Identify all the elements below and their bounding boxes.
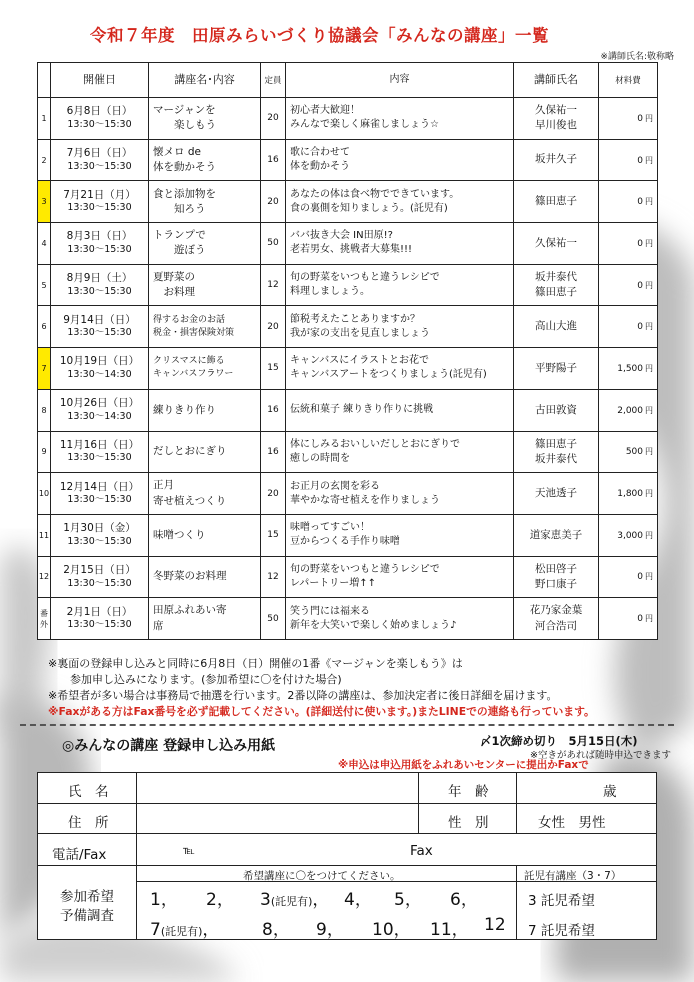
content-line: 旬の野菜をいつもと違うレシピで xyxy=(290,563,440,575)
note-line: ※裏面の登録申し込みと同時に6月8日（日）開催の1番《マージャンを楽しもう》は xyxy=(48,657,463,670)
time-text: 13:30～15:30 xyxy=(67,244,132,256)
date-text: 8月3日（日） xyxy=(66,230,133,243)
choice-10[interactable]: 10， xyxy=(372,920,411,940)
fee-cell xyxy=(599,431,658,473)
deadline: 〆1次締め切り 5月15日(木) xyxy=(480,734,638,748)
content-cell xyxy=(286,264,514,306)
course-name-line: 冬野菜のお料理 xyxy=(153,570,227,583)
content-cell xyxy=(286,181,514,223)
tel-field[interactable] xyxy=(208,837,398,863)
cut-line xyxy=(20,724,674,726)
fax-label: Fax xyxy=(410,843,433,859)
course-name-line: 練りきり作り xyxy=(153,403,216,416)
date-text: 7月6日（日） xyxy=(66,147,133,160)
capacity-cell: 20 xyxy=(261,306,286,348)
choice-4[interactable]: 4， xyxy=(344,890,372,910)
date-cell xyxy=(51,389,149,431)
course-schedule-table xyxy=(37,62,658,640)
fee-unit: 円 xyxy=(645,197,653,207)
content-line: 新年を大笑いで楽しく始めましょう♪ xyxy=(290,619,457,631)
row-number: 7 xyxy=(38,348,51,390)
lecturer-cell xyxy=(514,139,599,181)
lecturer-cell xyxy=(514,306,599,348)
fee-value: 0 xyxy=(637,238,643,249)
lecturer-name: 坂井久子 xyxy=(535,153,577,166)
date-cell xyxy=(51,181,149,223)
content-line: 体にしみるおいしいだしとおにぎりで xyxy=(290,438,460,450)
content-cell xyxy=(286,514,514,556)
course-name-cell xyxy=(149,139,261,181)
date-text: 2月15日（日） xyxy=(63,563,136,576)
course-name-cell xyxy=(149,598,261,640)
content-line: お正月の玄関を彩る xyxy=(290,480,380,492)
date-text: 10月26日（日） xyxy=(59,397,140,410)
capacity-cell: 20 xyxy=(261,181,286,223)
content-line: 癒しの時間を xyxy=(290,452,350,464)
lecturer-name: 花乃家金葉 xyxy=(529,604,583,617)
content-line: 旬の野菜をいつもと違うレシピで xyxy=(290,272,440,284)
date-text: 7月21日（月） xyxy=(63,188,136,201)
lecturer-name: 篠田恵子 xyxy=(535,437,577,450)
content-line: 老若男女、挑戦者大募集!!! xyxy=(290,244,413,256)
age-unit: 歳 xyxy=(603,784,617,800)
row-number: 10 xyxy=(38,473,51,515)
course-name-cell xyxy=(149,223,261,265)
content-cell xyxy=(286,306,514,348)
lecturer-cell xyxy=(514,473,599,515)
date-cell xyxy=(51,473,149,515)
fax-field[interactable] xyxy=(448,837,648,863)
name-label: 氏 名 xyxy=(68,784,109,800)
choice-6[interactable]: 6， xyxy=(450,890,478,910)
page-title: 令和７年度 田原みらいづくり協議会「みんなの講座」一覧 xyxy=(90,26,549,45)
content-cell xyxy=(286,473,514,515)
fee-unit: 円 xyxy=(645,489,653,499)
content-line: 食の裏側を知りましょう。(託児有) xyxy=(290,202,448,214)
capacity-cell: 12 xyxy=(261,264,286,306)
choice-12[interactable]: 12 xyxy=(484,915,506,935)
header-fee: 材料費 xyxy=(599,63,658,98)
course-name-line: 味噌つくり xyxy=(153,528,206,541)
date-cell xyxy=(51,431,149,473)
fee-cell xyxy=(599,598,658,640)
date-cell xyxy=(51,223,149,265)
lecturer-name: 篠田恵子 xyxy=(535,286,577,299)
table-row xyxy=(38,431,658,473)
date-cell xyxy=(51,348,149,390)
course-name-line: 食と添加物を xyxy=(153,187,216,200)
fee-cell xyxy=(599,98,658,140)
fee-cell xyxy=(599,389,658,431)
fee-cell xyxy=(599,139,658,181)
table-row xyxy=(38,306,658,348)
lecturer-cell xyxy=(514,181,599,223)
capacity-cell: 50 xyxy=(261,598,286,640)
course-name-line: 席 xyxy=(153,619,164,632)
header-content: 内容 xyxy=(286,63,514,98)
content-line: ババ抜き大会 IN田原!? xyxy=(290,230,393,242)
course-name-line: 寄せ植えつくり xyxy=(153,494,227,507)
capacity-cell: 15 xyxy=(261,348,286,390)
lecturer-name: 高山大進 xyxy=(535,320,577,333)
gender-options[interactable]: 女性 男性 xyxy=(538,815,606,831)
lecturer-name: 天池透子 xyxy=(535,486,577,499)
table-row xyxy=(38,264,658,306)
capacity-cell: 50 xyxy=(261,223,286,265)
survey-label-1: 参加希望 xyxy=(60,889,114,905)
fee-cell xyxy=(599,223,658,265)
capacity-cell: 15 xyxy=(261,514,286,556)
choice-2[interactable]: 2， xyxy=(206,890,234,910)
gender-label: 性 別 xyxy=(448,815,489,831)
content-cell xyxy=(286,223,514,265)
choice-11[interactable]: 11， xyxy=(430,920,469,940)
course-name-line: 体を動かそう xyxy=(153,161,216,174)
fee-unit: 円 xyxy=(645,155,653,165)
lecturer-name: 早川俊也 xyxy=(535,119,577,132)
table-row xyxy=(38,139,658,181)
time-text: 13:30～15:30 xyxy=(67,202,132,214)
course-name-line: 夏野菜の xyxy=(153,270,195,283)
lecturer-cell xyxy=(514,431,599,473)
lecturer-name: 久保祐一 xyxy=(535,236,577,249)
lecturer-name: 坂井泰代 xyxy=(535,452,577,465)
capacity-cell: 12 xyxy=(261,556,286,598)
survey-label-2: 予備調査 xyxy=(60,908,114,924)
time-text: 13:30～15:30 xyxy=(67,452,132,464)
row-number: 番外 xyxy=(38,598,51,640)
table-row xyxy=(38,514,658,556)
content-cell xyxy=(286,98,514,140)
note-fax-line: ※Faxがある方はFax番号を必ず記載してください。(詳細送付に使います。)またLINEでの連絡も行っています。 xyxy=(48,704,595,718)
course-name-cell xyxy=(149,473,261,515)
content-cell xyxy=(286,431,514,473)
phone-label: 電話/Fax xyxy=(52,847,107,863)
lecturer-cell xyxy=(514,98,599,140)
address-field[interactable] xyxy=(138,805,416,832)
choice-1[interactable]: 1， xyxy=(150,890,178,910)
fee-value: 1,500 xyxy=(617,363,643,374)
header-lecturer: 講師氏名 xyxy=(514,63,599,98)
fee-value: 0 xyxy=(637,113,643,124)
content-line: 笑う門には福来る xyxy=(290,605,370,617)
lecturer-name: 古田敦資 xyxy=(535,403,577,416)
course-name-cell xyxy=(149,306,261,348)
lecturer-cell xyxy=(514,598,599,640)
fee-value: 0 xyxy=(637,197,643,208)
fee-value: 500 xyxy=(625,447,643,458)
course-name-line: だしとおにぎり xyxy=(153,445,227,458)
deadline-note: ※空きがあれば随時申込できます xyxy=(530,750,671,761)
age-label: 年 齢 xyxy=(448,784,489,800)
lecturer-name: 松田啓子 xyxy=(535,562,577,575)
time-text: 13:30～14:30 xyxy=(67,410,132,422)
fee-unit: 円 xyxy=(645,614,653,624)
lecturer-name: 坂井泰代 xyxy=(535,270,577,283)
date-cell xyxy=(51,306,149,348)
note-line: ※希望者が多い場合は事務局で抽選を行います。2番以降の講座は、参加決定者に後日詳細を届けます。 xyxy=(48,688,558,702)
row-number: 11 xyxy=(38,514,51,556)
lecturer-cell xyxy=(514,223,599,265)
fee-value: 0 xyxy=(637,322,643,333)
capacity-cell: 20 xyxy=(261,98,286,140)
fee-value: 3,000 xyxy=(617,530,643,541)
date-cell xyxy=(51,556,149,598)
time-text: 13:30～15:30 xyxy=(67,118,132,130)
date-cell xyxy=(51,514,149,556)
course-name-cell xyxy=(149,431,261,473)
lecturer-name: 道家恵美子 xyxy=(529,528,583,541)
name-field[interactable] xyxy=(138,775,416,802)
time-text: 13:30～15:30 xyxy=(67,160,132,172)
course-name-line: 遊ぼう xyxy=(153,244,206,257)
content-line: 体を動かそう xyxy=(290,161,350,173)
survey-instruction: 希望講座に〇をつけてください。 xyxy=(243,870,401,882)
lecturer-name: 平野陽子 xyxy=(535,361,577,374)
content-line: 我が家の支出を見直しましょう xyxy=(290,327,430,339)
fee-cell xyxy=(599,264,658,306)
submit-note: ※申込は申込用紙をふれあいセンターに提出かFaxで xyxy=(338,759,589,771)
content-line: 味噌ってすごい！ xyxy=(290,522,370,534)
fee-cell xyxy=(599,556,658,598)
date-text: 1月30日（金） xyxy=(63,522,136,535)
fee-unit: 円 xyxy=(645,447,653,457)
address-label: 住 所 xyxy=(68,815,109,831)
course-name-cell xyxy=(149,514,261,556)
course-name-cell xyxy=(149,98,261,140)
course-name-line: 懐メロ de xyxy=(153,145,201,158)
row-number: 6 xyxy=(38,306,51,348)
row-number: 9 xyxy=(38,431,51,473)
course-name-line: トランプで xyxy=(153,229,206,242)
content-line: 節税考えたことありますか？ xyxy=(290,313,420,325)
row-number: 5 xyxy=(38,264,51,306)
date-text: 10月19日（日） xyxy=(59,355,140,368)
fee-cell xyxy=(599,473,658,515)
time-text: 13:30～14:30 xyxy=(67,369,132,381)
childcare-option-3[interactable]: 3 託児希望 xyxy=(528,893,595,909)
content-line: キャンバスアートをつくりましょう(託児有) xyxy=(290,369,487,381)
table-row xyxy=(38,556,658,598)
notes xyxy=(48,656,688,719)
date-text: 11月16日（日） xyxy=(59,438,140,451)
table-header-row xyxy=(38,63,658,98)
course-name-cell xyxy=(149,389,261,431)
time-text: 13:30～15:30 xyxy=(67,577,132,589)
childcare-option-7[interactable]: 7 託児希望 xyxy=(528,923,595,939)
content-cell xyxy=(286,348,514,390)
choice-3[interactable]: 3(託児有)， xyxy=(260,890,330,910)
lecturer-cell xyxy=(514,348,599,390)
fee-value: 0 xyxy=(637,572,643,583)
time-text: 13:30～15:30 xyxy=(67,619,132,631)
registration-form xyxy=(37,772,657,940)
course-name-line: お料理 xyxy=(153,286,195,299)
course-name-line: 正月 xyxy=(153,479,174,492)
fee-value: 0 xyxy=(637,155,643,166)
fee-unit: 円 xyxy=(645,322,653,332)
date-text: 2月1日（日） xyxy=(66,605,133,618)
time-text: 13:30～15:30 xyxy=(67,494,132,506)
lecturer-cell xyxy=(514,556,599,598)
date-text: 6月8日（日） xyxy=(66,105,133,118)
row-number: 3 xyxy=(38,181,51,223)
content-cell xyxy=(286,389,514,431)
course-name-line: 得するお金のお話 xyxy=(153,314,226,325)
content-cell xyxy=(286,556,514,598)
fee-cell xyxy=(599,514,658,556)
row-number: 12 xyxy=(38,556,51,598)
table-row xyxy=(38,348,658,390)
capacity-cell: 16 xyxy=(261,431,286,473)
date-text: 9月14日（日） xyxy=(63,313,136,326)
fee-cell xyxy=(599,306,658,348)
tel-label: ℡ xyxy=(183,844,195,857)
lecturer-cell xyxy=(514,514,599,556)
course-name-cell xyxy=(149,556,261,598)
date-cell xyxy=(51,598,149,640)
header-capacity: 定員 xyxy=(261,63,286,98)
table-row xyxy=(38,473,658,515)
row-number: 4 xyxy=(38,223,51,265)
lecturer-name: 久保祐一 xyxy=(535,104,577,117)
choice-9[interactable]: 9， xyxy=(316,920,344,940)
course-name-line: 知ろう xyxy=(153,202,206,215)
form-title: ◎みんなの講座 登録申し込み用紙 xyxy=(62,738,276,754)
choice-8[interactable]: 8， xyxy=(262,920,290,940)
lecturer-cell xyxy=(514,389,599,431)
fee-value: 0 xyxy=(637,614,643,625)
lecturer-name: 河合浩司 xyxy=(535,619,577,632)
row-number: 8 xyxy=(38,389,51,431)
lecturer-name: 篠田恵子 xyxy=(535,195,577,208)
table-row xyxy=(38,389,658,431)
content-line: 初心者大歓迎！ xyxy=(290,105,360,117)
content-line: 伝統和菓子 練りきり作りに挑戦 xyxy=(290,404,434,416)
fee-unit: 円 xyxy=(645,113,653,123)
time-text: 13:30～15:30 xyxy=(67,535,132,547)
course-name-line: クリスマスに飾る xyxy=(153,356,225,367)
content-line: 料理しましょう。 xyxy=(290,286,370,298)
course-name-cell xyxy=(149,264,261,306)
fee-value: 1,800 xyxy=(617,489,643,500)
childcare-header: 託児有講座（3・7） xyxy=(524,870,622,882)
lecturer-name: 野口康子 xyxy=(535,577,577,590)
fee-unit: 円 xyxy=(645,238,653,248)
fee-unit: 円 xyxy=(645,572,653,582)
course-name-line: マージャンを xyxy=(153,104,216,117)
date-cell xyxy=(51,98,149,140)
content-line: 華やかな寄せ植えを作りましょう xyxy=(290,494,440,506)
fee-unit: 円 xyxy=(645,363,653,373)
fee-unit: 円 xyxy=(645,280,653,290)
fee-unit: 円 xyxy=(645,405,653,415)
course-name-cell xyxy=(149,348,261,390)
capacity-cell: 20 xyxy=(261,473,286,515)
row-number: 1 xyxy=(38,98,51,140)
lecturer-cell xyxy=(514,264,599,306)
table-row xyxy=(38,181,658,223)
lecturer-honorific-note: ※講師氏名:敬称略 xyxy=(600,52,674,62)
table-row xyxy=(38,98,658,140)
content-cell xyxy=(286,139,514,181)
header-course: 講座名･内容 xyxy=(149,63,261,98)
header-date: 開催日 xyxy=(51,63,149,98)
course-name-line: 楽しもう xyxy=(153,119,216,132)
time-text: 13:30～15:30 xyxy=(67,285,132,297)
fee-unit: 円 xyxy=(645,530,653,540)
course-name-line: キャンバスフラワー xyxy=(153,369,234,380)
fee-value: 2,000 xyxy=(617,405,643,416)
capacity-cell: 16 xyxy=(261,139,286,181)
row-number: 2 xyxy=(38,139,51,181)
time-text: 13:30～15:30 xyxy=(67,327,132,339)
course-name-line: 田原ふれあい寄 xyxy=(153,604,227,617)
content-line: レパートリー増↑↑ xyxy=(290,577,377,589)
date-cell xyxy=(51,264,149,306)
fee-cell xyxy=(599,348,658,390)
fee-value: 0 xyxy=(637,280,643,291)
course-name-line: 税金・損害保険対策 xyxy=(153,327,235,338)
choice-7[interactable]: 7(託児有)， xyxy=(150,920,220,940)
date-text: 12月14日（日） xyxy=(59,480,140,493)
choice-5[interactable]: 5， xyxy=(394,890,422,910)
date-text: 8月9日（土） xyxy=(66,272,133,285)
date-cell xyxy=(51,139,149,181)
table-row xyxy=(38,598,658,640)
content-line: みんなで楽しく麻雀しましょう☆ xyxy=(290,119,439,131)
content-line: あなたの体は食べ物でできています。 xyxy=(290,188,460,200)
header-number xyxy=(38,63,51,98)
content-cell xyxy=(286,598,514,640)
content-line: 歌に合わせて xyxy=(290,147,350,159)
table-row xyxy=(38,223,658,265)
content-line: 豆からつくる手作り味噌 xyxy=(290,536,400,548)
fee-cell xyxy=(599,181,658,223)
course-name-cell xyxy=(149,181,261,223)
capacity-cell: 16 xyxy=(261,389,286,431)
note-line: 参加申し込みになります。(参加希望に〇を付けた場合) xyxy=(70,672,342,686)
content-line: キャンバスにイラストとお花で xyxy=(290,355,429,367)
